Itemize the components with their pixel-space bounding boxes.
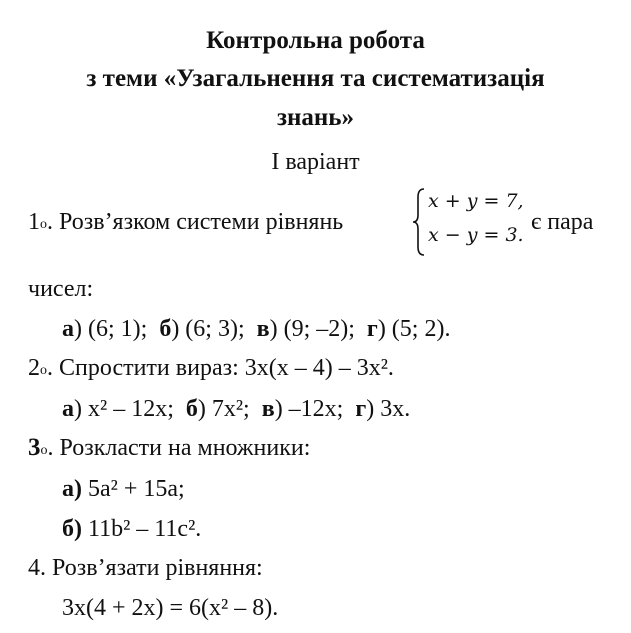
task-2-number: 2 <box>28 355 40 381</box>
option-letter: г <box>366 316 378 342</box>
task-1-number: 1 <box>28 209 40 235</box>
task-3-option-a <box>62 472 185 506</box>
option-letter: б) <box>62 516 82 542</box>
task-1-degree: о <box>40 217 47 232</box>
option-value: ) (9; –2); <box>269 316 355 342</box>
task-1-statement <box>28 205 343 239</box>
option-value: ) 3x. <box>366 396 411 422</box>
option-value: ) (6; 1); <box>74 316 148 342</box>
task-3-number: 3 <box>28 434 41 461</box>
option-value: ) –12x; <box>274 396 344 422</box>
option-value: ) (6; 3); <box>171 316 245 342</box>
option-letter: а <box>62 316 74 342</box>
option-value: 5a² + 15a; <box>88 476 185 502</box>
title-line-1: Контрольна робота <box>206 27 425 54</box>
option-value: ) 7x²; <box>197 396 250 422</box>
task-2-statement <box>28 351 394 385</box>
brace-icon <box>412 187 426 257</box>
task-3-option-b <box>62 512 201 546</box>
title-line-3: знань» <box>276 104 355 131</box>
option-value: ) (5; 2). <box>377 316 451 342</box>
task-2-options <box>62 392 410 426</box>
option-letter: б <box>185 396 198 422</box>
task-1-text-after: є пара <box>531 209 594 235</box>
option-letter: а <box>62 396 74 422</box>
option-letter: а) <box>62 476 82 502</box>
task-3-degree: о <box>40 443 48 458</box>
option-letter: в <box>261 396 275 422</box>
task-3-statement <box>28 431 310 465</box>
task-3-text: . Розкласти на множники: <box>47 435 311 461</box>
task-4-equation: 3x(4 + 2x) = 6(x² – 8). <box>62 595 279 621</box>
system-equation-2: x − y = 3. <box>428 224 524 246</box>
variant-label: І варіант <box>271 149 360 175</box>
task-1-options <box>62 312 450 346</box>
equation-system <box>412 187 522 257</box>
option-value: ) x² – 12x; <box>74 396 174 422</box>
option-letter: б <box>159 316 172 342</box>
option-value: 11b² – 11c². <box>88 516 202 542</box>
option-letter: г <box>355 396 367 422</box>
option-letter: в <box>256 316 270 342</box>
system-equation-1: x + y = 7, <box>428 190 524 212</box>
task-2-text: . Спростити вираз: 3x(x – 4) – 3x². <box>47 355 394 381</box>
task-1-text: . Розв’язком системи рівнянь <box>47 209 344 235</box>
task-4-statement: 4. Розв’язати рівняння: <box>28 555 263 581</box>
task-2-degree: о <box>40 363 47 378</box>
title-line-2: з теми «Узагальнення та систематизація <box>86 65 545 92</box>
task-1-continuation: чисел: <box>28 276 94 302</box>
